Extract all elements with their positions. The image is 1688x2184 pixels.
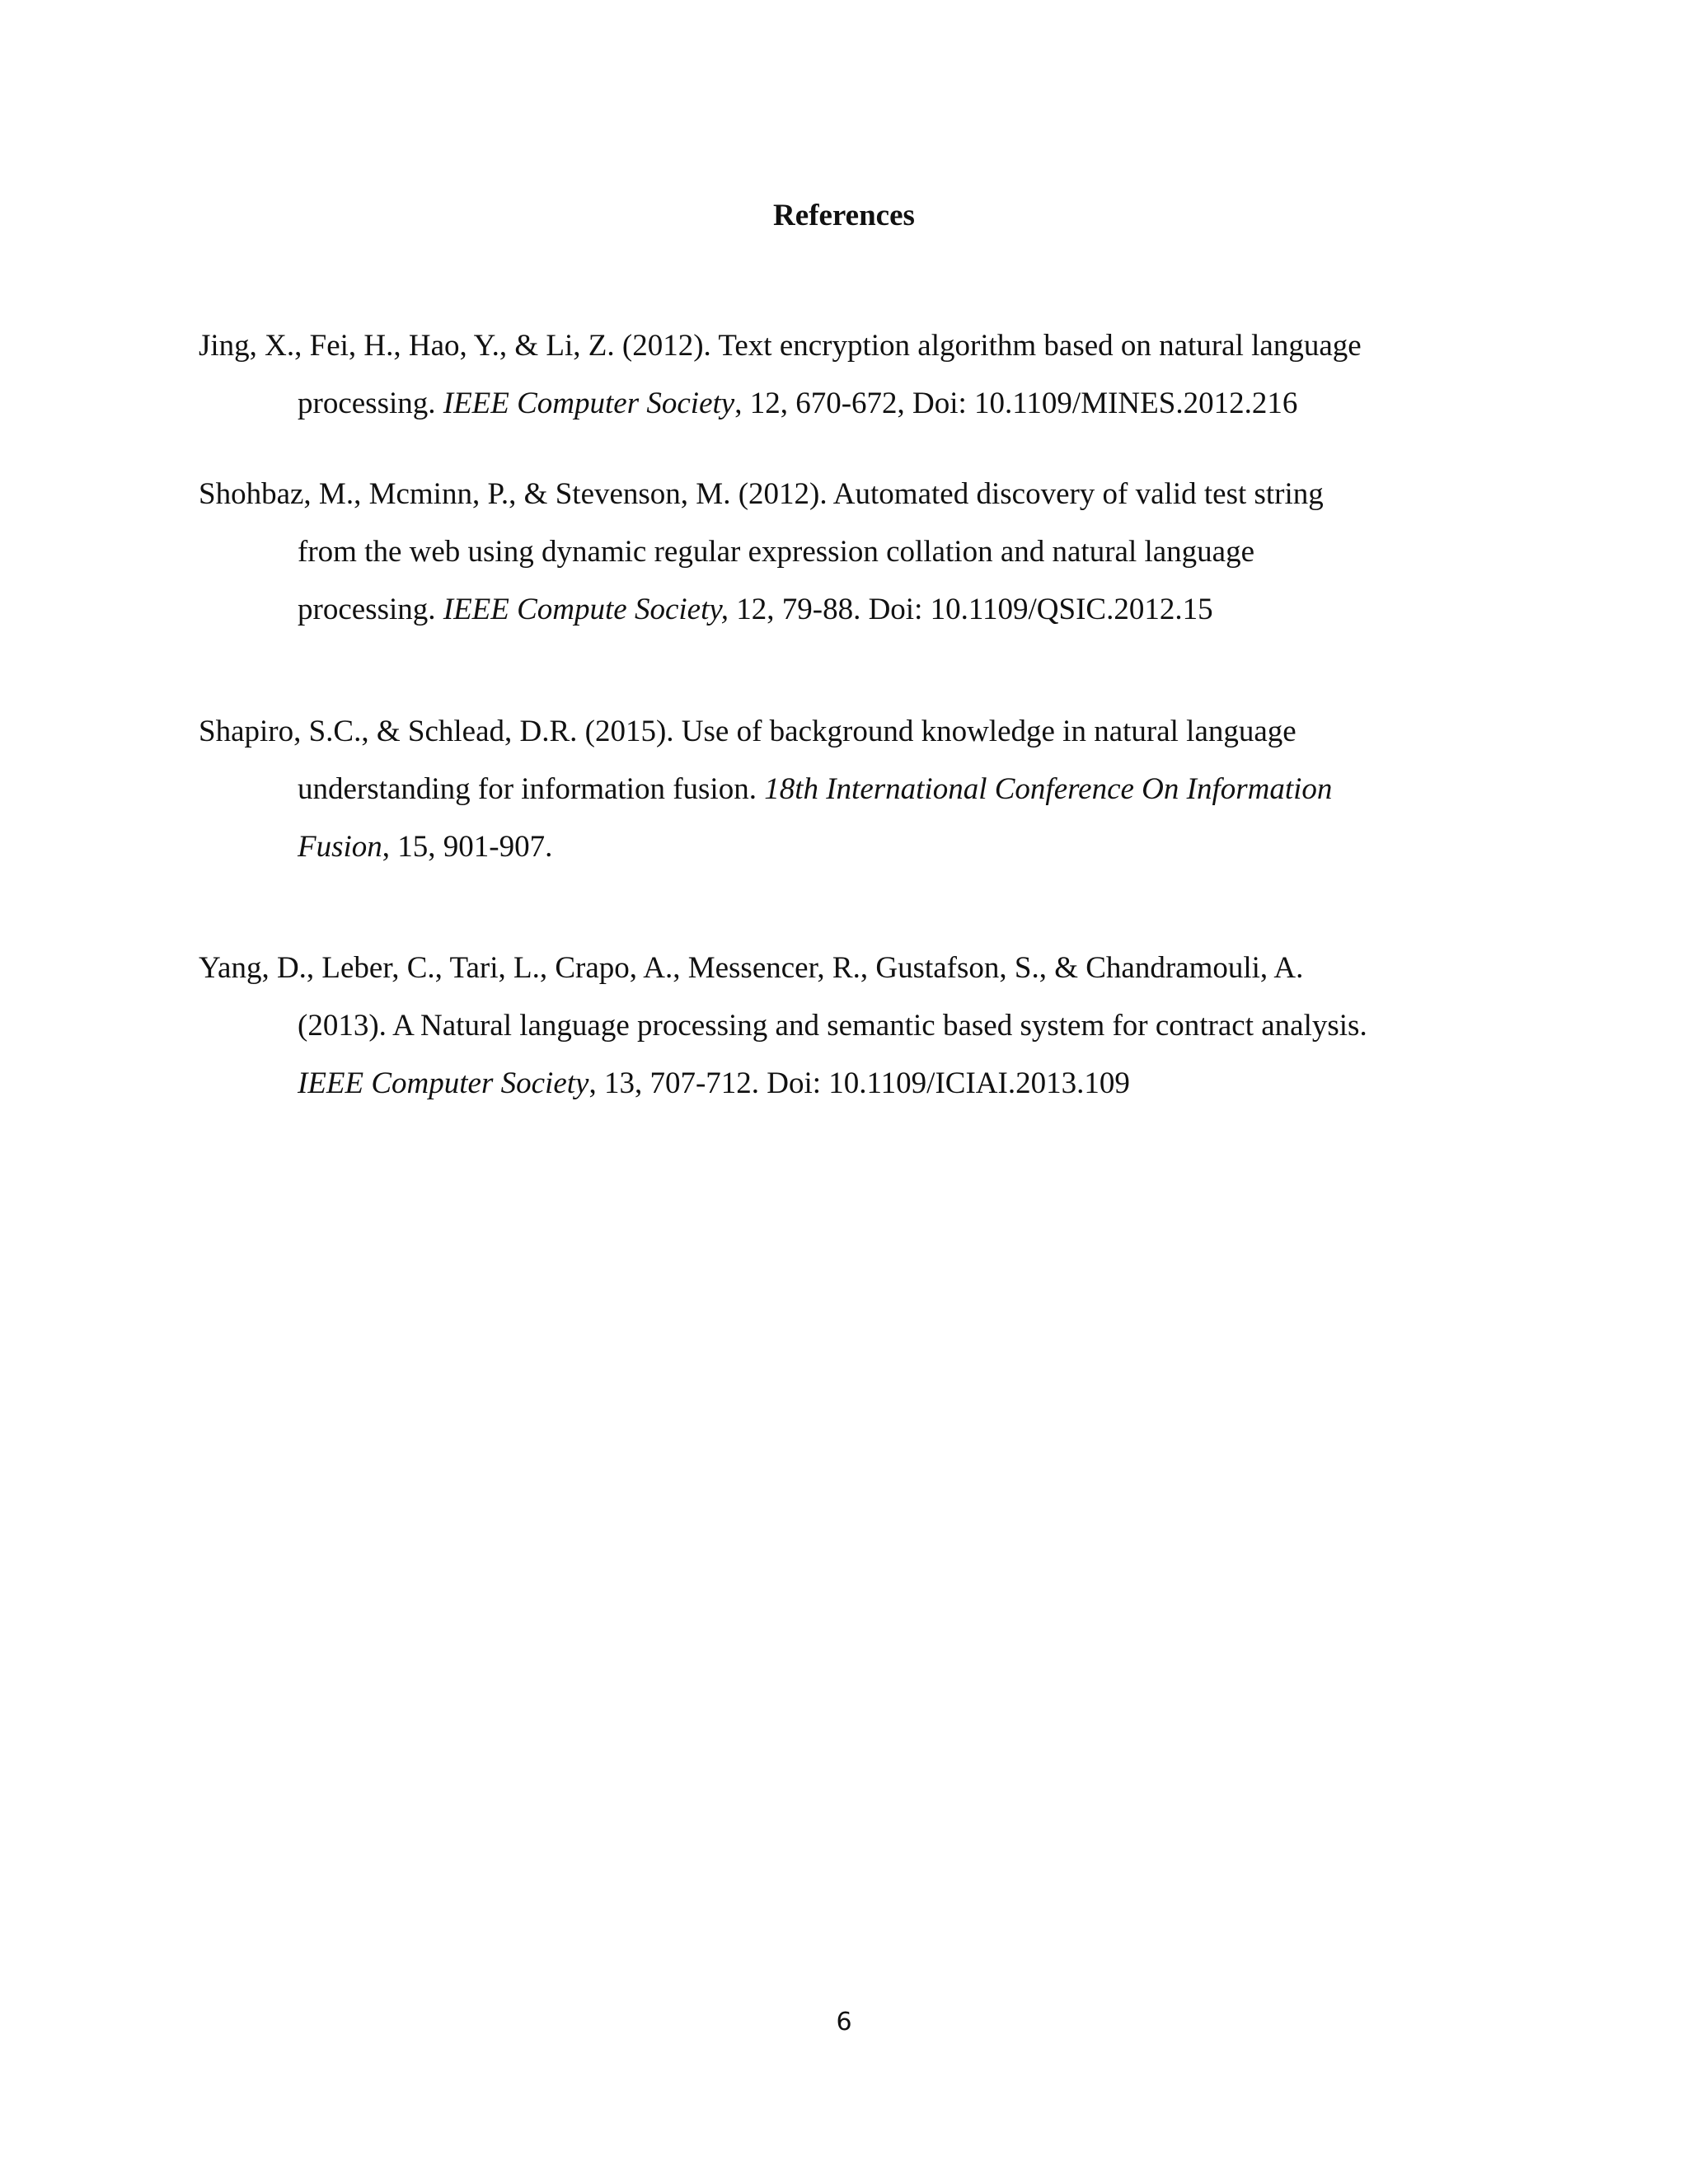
- reference-line: from the web using dynamic regular expression collation and natural language: [298, 535, 1255, 569]
- reference-text: , 15, 901-907.: [382, 830, 553, 864]
- reference-line: [199, 1055, 1484, 1113]
- reference-source-title: IEEE Compute Society,: [443, 593, 729, 626]
- reference-entry-shapiro: [199, 703, 1484, 876]
- page-number: 6: [836, 2008, 852, 2036]
- reference-text: , 13, 707-712. Doi: 10.1109/ICIAI.2013.109: [588, 1066, 1130, 1100]
- reference-line: (2013). A Natural language processing and semantic based system for contract analysis.: [298, 1009, 1367, 1043]
- reference-source-title: Fusion: [298, 830, 382, 864]
- reference-text: , 12, 670-672, Doi: 10.1109/MINES.2012.216: [734, 387, 1298, 420]
- reference-text: understanding for information fusion.: [298, 772, 765, 806]
- reference-line: Jing, X., Fei, H., Hao, Y., & Li, Z. (2012). Text encryption algorithm based on natural language: [199, 329, 1362, 363]
- reference-line: Shohbaz, M., Mcminn, P., & Stevenson, M. (2012). Automated discovery of valid test string: [199, 477, 1324, 511]
- reference-entry-yang: [199, 940, 1484, 1113]
- reference-text: 12, 79-88. Doi: 10.1109/QSIC.2012.15: [729, 593, 1213, 626]
- reference-source-title: 18th International Conference On Information: [764, 772, 1333, 806]
- reference-line: Shapiro, S.C., & Schlead, D.R. (2015). Use of background knowledge in natural language: [199, 715, 1296, 748]
- reference-line: [199, 581, 1484, 639]
- reference-line: [199, 818, 1484, 876]
- reference-entry-jing: [199, 317, 1484, 433]
- reference-source-title: IEEE Computer Society: [443, 387, 735, 420]
- page-title: References: [773, 199, 915, 232]
- reference-line: [199, 761, 1484, 818]
- reference-line: [199, 375, 1484, 433]
- reference-text: processing.: [298, 387, 443, 420]
- reference-line: Yang, D., Leber, C., Tari, L., Crapo, A., Messencer, R., Gustafson, S., & Chandramouli, A.: [199, 951, 1304, 985]
- reference-text: processing.: [298, 593, 443, 626]
- reference-entry-shohbaz: [199, 466, 1484, 639]
- reference-source-title: IEEE Computer Society: [298, 1066, 589, 1100]
